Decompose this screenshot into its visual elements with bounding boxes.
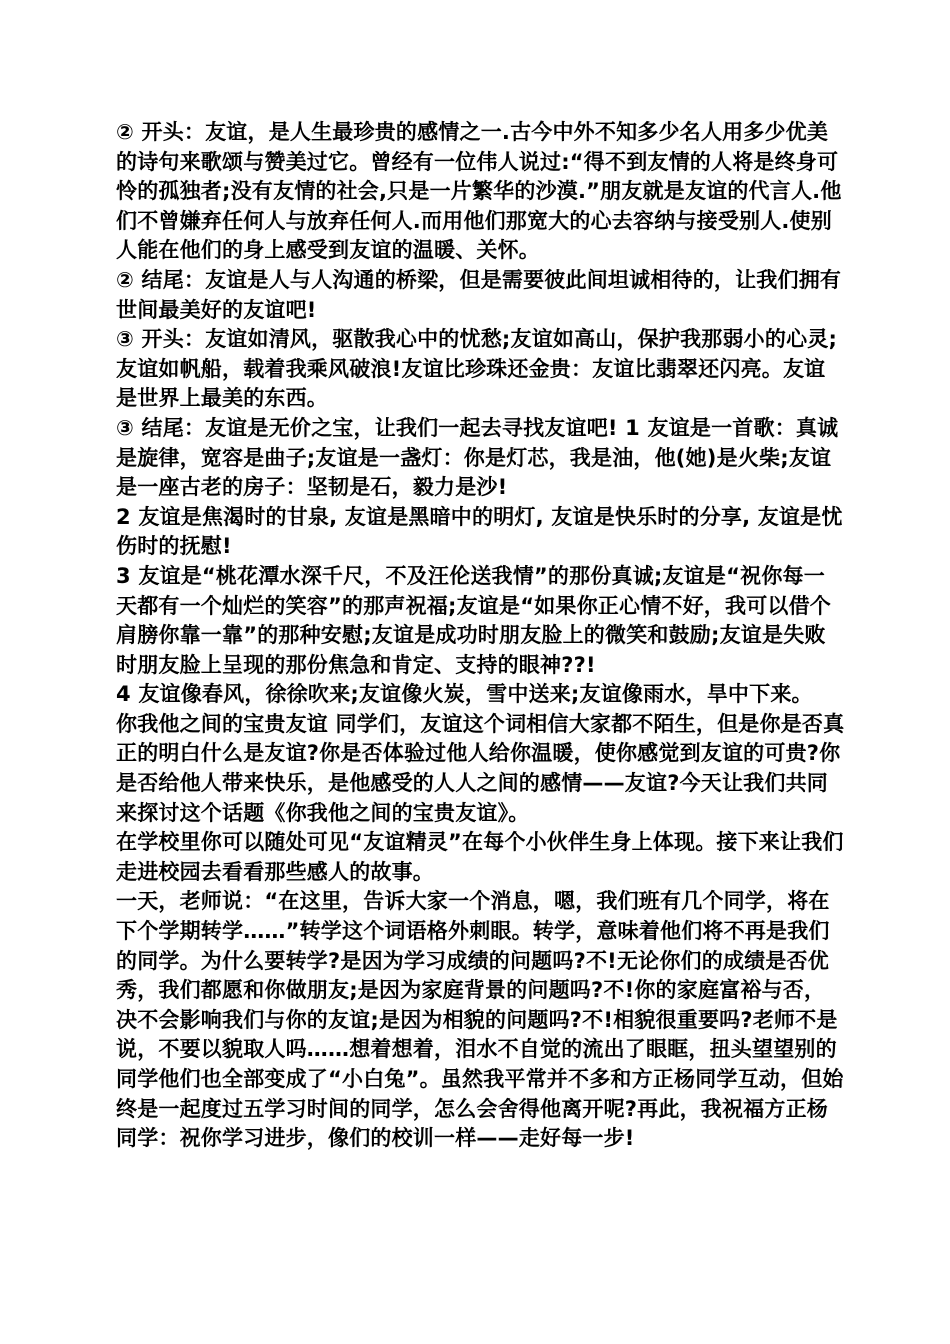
paragraph-friendship-3: 3 友谊是“桃花潭水深千尺，不及汪伦送我情”的那份真诚;友谊是“祝你每一天都有一个灿烂的笑容”的那声祝福;友谊是“如果你正心情不好，我可以借个肩膀你靠一靠”的那种安慰;友谊是成功时朋友脸上的微笑和鼓励;友谊是失败时朋友脸上呈现的那份焦急和肯定、支持的眼神??! [116, 563, 831, 677]
paragraph-ending-2: ② 结尾：友谊是人与人沟通的桥梁，但是需要彼此间坦诚相待的，让我们拥有世间最美好的友谊吧! [116, 267, 842, 322]
paragraph-opening-3: ③ 开头：友谊如清风，驱散我心中的忧愁;友谊如高山，保护我那弱小的心灵;友谊如帆船，载着我乘风破浪!友谊比珍珠还金贵：友谊比翡翠还闪亮。友谊是世界上最美的东西。 [116, 327, 838, 411]
paragraph-precious-friendship: 你我他之间的宝贵友谊 同学们，友谊这个词相信大家都不陌生，但是你是否真正的明白什么是友谊?你是否体验过他人给你温暖，使你感觉到友谊的可贵?你是否给他人带来快乐，是他感受的人人之间的感情——友谊?今天让我们共同来探讨这个话题《你我他之间的宝贵友谊》。 [116, 711, 845, 825]
document-body [116, 118, 846, 1154]
paragraph-friendship-4: 4 友谊像春风，徐徐吹来;友谊像火炭，雪中送来;友谊像雨水，旱中下来。 [116, 682, 813, 707]
paragraph-opening-2: ② 开头：友谊，是人生最珍贵的感情之一.古今中外不知多少名人用多少优美的诗句来歌颂与赞美过它。曾经有一位伟人说过:“得不到友情的人将是终身可怜的孤独者;没有友情的社会,只是一片繁华的沙漠.”朋友就是友谊的代言人.他们不曾嫌弃任何人与放弃任何人.而用他们那宽大的心去容纳与接受别人.使别人能在他们的身上感受到友谊的温暖、关怀。 [116, 120, 842, 263]
paragraph-friendship-2: 2 友谊是焦渴时的甘泉, 友谊是黑暗中的明灯, 友谊是快乐时的分享, 友谊是忧伤时的抚慰! [116, 504, 843, 559]
paragraph-ending-3: ③ 结尾：友谊是无价之宝，让我们一起去寻找友谊吧! 1 友谊是一首歌：真诚是旋律，宽容是曲子;友谊是一盏灯：你是灯芯，我是油，他(她)是火柴;友谊是一座古老的房子：坚韧是石，毅力是沙! [116, 415, 839, 500]
paragraph-transfer-story: 一天，老师说：“在这里，告诉大家一个消息，嗯，我们班有几个同学，将在下个学期转学……”转学这个词语格外刺眼。转学，意味着他们将不再是我们的同学。为什么要转学?是因为学习成绩的问题吗?不!无论你们的成绩是否优秀，我们都愿和你做朋友;是因为家庭背景的问题吗?不!你的家庭富裕与否，决不会影响我们与你的友谊;是因为相貌的问题吗?不!相貌很重要吗?老师不是说，不要以貌取人吗……想着想着，泪水不自觉的流出了眼眶，扭头望望别的同学他们也全部变成了“小白兔”。虽然我平常并不多和方正杨同学互动，但始终是一起度过五学习时间的同学，怎么会舍得他离开呢?再此，我祝福方正杨同学：祝你学习进步，像们的校训一样——走好每一步! [116, 889, 844, 1151]
paragraph-school-stories: 在学校里你可以随处可见“友谊精灵”在每个小伙伴生身上体现。接下来让我们走进校园去看看那些感人的故事。 [116, 830, 844, 884]
